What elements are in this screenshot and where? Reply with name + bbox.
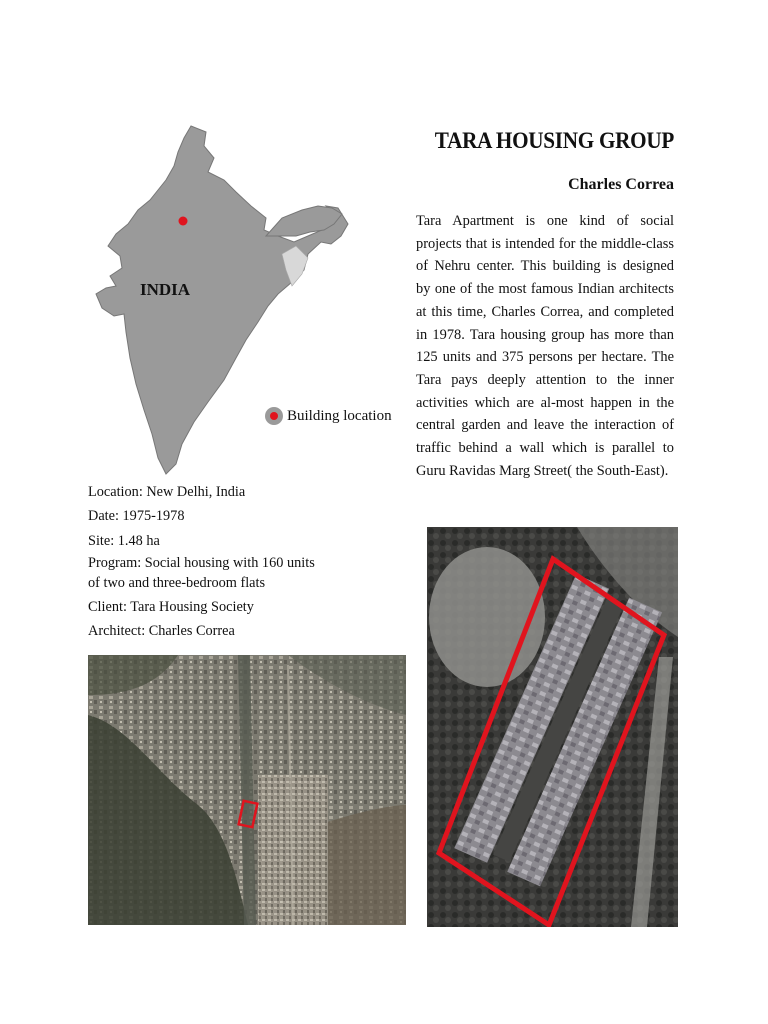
aerial-site-image [427, 527, 678, 927]
delhi-marker [179, 217, 188, 226]
building-location-marker-icon [265, 407, 283, 425]
aerial-city-photo [88, 655, 406, 925]
project-description: Tara Apartment is one kind of social projects that is intended for the middle-class of Nehru center. This building is designed by one of the most famous Indian architects at this time, Charles Correa, and completed in 1978. Tara housing group has more than 125 units and 375 persons per hectare. The Tara pays deeply attention to the inner activities which are al-most happen in the central garden and leave the interaction of traffic behind a wall which is parallel to Guru Ravidas Marg Street( the South-East). [416, 213, 674, 479]
fact-architect: Architect: Charles Correa [88, 623, 235, 640]
india-map-shape [86, 118, 406, 483]
map-legend [265, 407, 392, 425]
fact-date: Date: 1975-1978 [88, 508, 185, 525]
page-title: TARA HOUSING GROUP [434, 128, 674, 153]
aerial-city-image [88, 655, 406, 925]
fact-location: Location: New Delhi, India [88, 484, 246, 500]
legend-label: Building location [287, 407, 392, 424]
aerial-site-photo [427, 527, 678, 927]
fact-site: Site: 1.48 ha [88, 532, 160, 549]
architect-name: Charles Correa [568, 176, 674, 193]
fact-program: Program: Social housing with 160 units of two and three-bedroom flats [88, 554, 315, 591]
india-map [86, 118, 406, 483]
project-facts [88, 480, 318, 643]
fact-client: Client: Tara Housing Society [88, 598, 254, 615]
map-country-label: INDIA [140, 280, 191, 299]
